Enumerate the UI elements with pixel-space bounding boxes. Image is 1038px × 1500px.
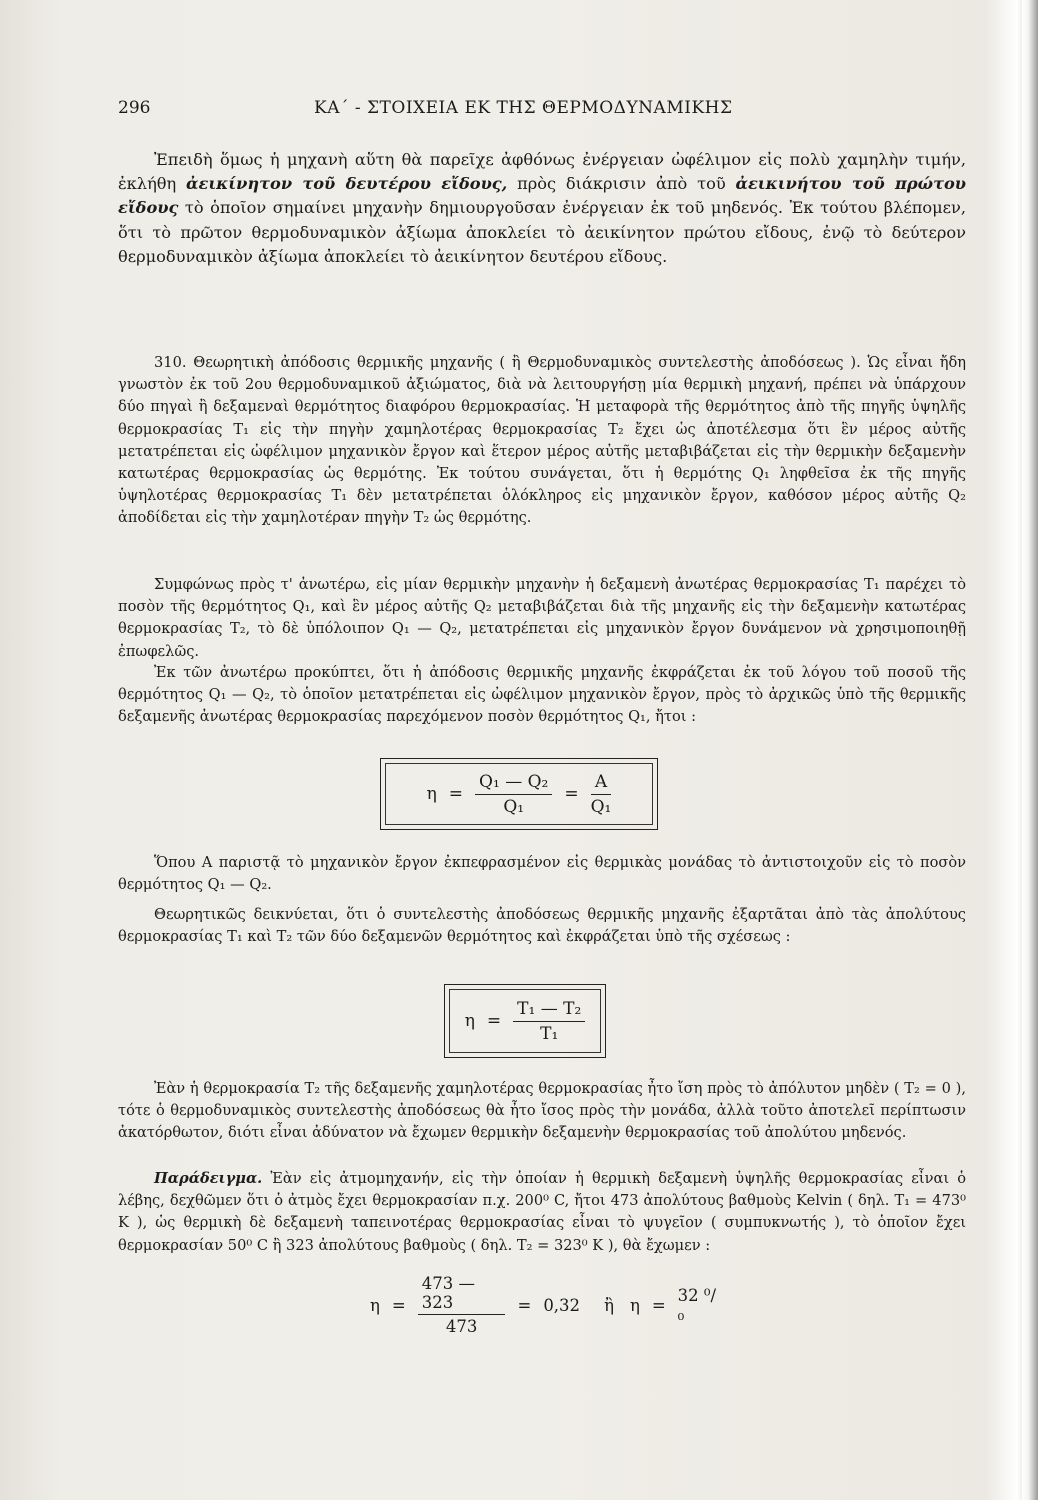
or-word: ἢ [604, 1295, 614, 1315]
fraction-heat-diff [475, 772, 552, 817]
fraction-work [591, 772, 612, 817]
equation [421, 772, 618, 817]
paragraph-absolute-zero: Ἐὰν ἡ θερμοκρασία T₂ τῆς δεξαμενῆς χαμηλοτέρας θερμοκρασίας ἦτο ἴση πρὸς τὸ ἀπόλυτον μηδὲν ( T₂ = 0 ), τότε ὁ θερμοδυναμικὸς συντελεστὴς ἀποδόσεως θὰ ἦτο ἴσος πρὸς τὴν μονάδα, ἀλλὰ τοῦτο ἀποτελεῖ περίπτωσιν ἀκατόρθωτον, διότι εἶναι ἀδύνατον νὰ ἔχωμεν θερμικὴν δεξαμενὴν θερμοκρασίας τοῦ ἀπολύτου μηδενός. [118, 1080, 966, 1142]
equals-sign: = [651, 1295, 666, 1315]
section-number: 310. [154, 354, 187, 371]
section-310 [118, 352, 966, 530]
text-run: πρὸς διάκρισιν ἀπὸ τοῦ [507, 174, 736, 194]
section-body: Ὡς εἶναι ἤδη γνωστὸν ἐκ τοῦ 2ου θερμοδυναμικοῦ ἀξιώματος, διὰ νὰ λειτουργήσῃ μία θερμικὴ μηχανή, πρέπει νὰ ὑπάρχουν δύο πηγαὶ ἢ δεξαμεναὶ θερμότητος διαφόρου θερμοκρασίας. Ἡ μεταφορὰ τῆς θερμότητος ἀπὸ τῆς πηγῆς ὑψηλῆς θερμοκρασίας T₁ εἰς τὴν πηγὴν χαμηλοτέρας θερμοκρασίας T₂ ἔχει ὡς ἀποτέλεσμα ὅτι ἓν μέρος αὐτῆς μετατρέπεται εἰς ὠφέλιμον μηχανικὸν ἔργον καὶ ἕτερον μέρος αὐτῆς μεταβιβάζεται εἰς τὴν θερμικὴν δεξαμενὴν κατωτέρας θερμοκρασίας ὡς θερμότης. Ἐκ τούτου συνάγεται, ὅτι ἡ θερμότης Q₁ ληφθεῖσα ἐκ τῆς πηγῆς ὑψηλοτέρας θερμοκρασίας T₁ δὲν μετατρέπεται ὁλόκληρος εἰς μηχανικὸν ἔργον, καθόσον μέρος αὐτῆς Q₂ ἀποδίδεται εἰς τὴν χαμηλοτέραν πηγὴν T₂ ὡς θερμότης. [118, 354, 966, 527]
equals-sign: = [486, 1011, 502, 1031]
equals-sign: = [564, 784, 579, 804]
paragraph-efficiency-ratio: Ἐκ τῶν ἀνωτέρω προκύπτει, ὅτι ἡ ἀπόδοσις θερμικῆς μηχανῆς ἐκφράζεται ἐκ τοῦ λόγου τοῦ ποσοῦ τῆς θερμότητος Q₁ — Q₂, τὸ ὁποῖον μετατρέπεται εἰς ὠφέλιμον μηχανικὸν ἔργον, πρὸς τὸ ἀρχικῶς ὑπὸ τῆς θερμικῆς δεξαμενῆς ἀνωτέρας θερμοκρασίας παρεχόμενον ποσὸν θερμότητος Q₁, ἤτοι : [118, 664, 966, 726]
equals-sign: = [448, 784, 464, 804]
eta-symbol: η [426, 784, 437, 804]
page-header [118, 92, 978, 128]
example-label: Παράδειγμα. [154, 1170, 263, 1187]
denominator: T₁ [540, 1023, 559, 1044]
eta-symbol: η [629, 1295, 640, 1315]
equation [459, 999, 592, 1044]
emphasis-second-kind: ἀεικίνητον τοῦ δευτέρου εἴδους, [186, 174, 508, 194]
text-run: Ἐπειδὴ ὅμως ἡ μηχανὴ αὕτη θὰ παρεῖχε ἀφθόνως ἐνέργειαν ὠφέλιμον εἰς πολὺ χαμηλὴν τιμήν, ἐκλήθη [118, 150, 966, 194]
example-body: Ἐὰν εἰς ἀτμομηχανήν, εἰς τὴν ὁποίαν ἡ θερμικὴ δεξαμενὴ ὑψηλῆς θερμοκρασίας εἶναι ὁ λέβης, δεχθῶμεν ὅτι ὁ ἀτμὸς ἔχει θερμοκρασίαν π.χ. 200⁰ C, ἤτοι 473 ἀπολύτους βαθμοὺς Kelvin ( δηλ. T₁ = 473⁰ K ), ὡς θερμικὴ δὲ δεξαμενὴ ταπεινοτέρας θερμοκρασίας εἶναι τὸ ψυγεῖον ( συμπυκνωτής ), τὸ ὁποῖον ἔχει θερμοκρασίαν 50⁰ C ἢ 323 ἀπολύτους βαθμοὺς ( δηλ. T₂ = 323⁰ K ), θὰ ἔχωμεν : [118, 1170, 966, 1254]
formula-efficiency-temp [444, 984, 606, 1058]
denominator: Q₁ [503, 796, 525, 817]
fraction-example [418, 1274, 506, 1336]
efficiency-value: 0,32 [543, 1295, 581, 1315]
equals-sign: = [391, 1295, 406, 1315]
numerator: 473 — 323 [418, 1274, 506, 1315]
paragraph-heat-transfer: Συμφώνως πρὸς τ' ἀνωτέρω, εἰς μίαν θερμικὴν μηχανὴν ἡ δεξαμενὴ ἀνωτέρας θερμοκρασίας T₁ παρέχει τὸ ποσὸν τῆς θερμότητος Q₁, καὶ ἓν μέρος αὐτῆς Q₂ μεταβιβάζεται διὰ τῆς μηχανῆς εἰς τὴν δεξαμενὴν κατωτέρας θερμοκρασίας T₂, τὸ δὲ ὑπόλοιπον Q₁ — Q₂, μετατρέπεται εἰς μηχανικὸν ἔργον δυνάμενον νὰ χρησιμοποιηθῇ ἐπωφελῶς. [118, 576, 966, 660]
paragraph-work-definition: Ὅπου A παριστᾷ τὸ μηχανικὸν ἔργον ἐκπεφρασμένον εἰς θερμικὰς μονάδας τὸ ἀντιστοιχοῦν εἰς τὸ ποσὸν θερμότητος Q₁ — Q₂. [118, 854, 966, 894]
numerator: A [591, 772, 611, 795]
eta-symbol: η [370, 1295, 380, 1315]
eta-symbol: η [464, 1011, 475, 1031]
page-edge [1022, 0, 1038, 1500]
page-number: 296 [118, 98, 151, 118]
emphasis-first-kind: ἀεικινήτου τοῦ πρώτου εἴδους [118, 174, 966, 218]
efficiency-percent: 32 ⁰/₀ [677, 1286, 717, 1324]
section-title: Θεωρητικὴ ἀπόδοσις θερμικῆς μηχανῆς ( ἢ Θερμοδυναμικὸς συντελεστὴς ἀποδόσεως ). [193, 354, 861, 371]
equals-sign: = [517, 1295, 532, 1315]
denominator: Q₁ [590, 796, 612, 817]
paragraph-example [118, 1168, 966, 1257]
formula-efficiency-heat [380, 758, 658, 830]
paragraph-temperature-dependence: Θεωρητικῶς δεικνύεται, ὅτι ὁ συντελεστὴς ἀποδόσεως θερμικῆς μηχανῆς ἐξαρτᾶται ἀπὸ τὰς ἀπολύτους θερμοκρασίας T₁ καὶ T₂ τῶν δύο δεξαμενῶν θερμότητος καὶ ἐκφράζεται ὑπὸ τῆς σχέσεως : [118, 906, 966, 946]
fraction-temp-diff [513, 999, 585, 1044]
numerator: Q₁ — Q₂ [475, 772, 552, 795]
text-run: τὸ ὁποῖον σημαίνει μηχανὴν δημιουργοῦσαν ἐνέργειαν ἐκ τοῦ μηδενός. Ἐκ τούτου βλέπομεν, ὅτι τὸ πρῶτον θερμοδυναμικὸν ἀξίωμα ἀποκλείει τὸ ἀεικίνητον πρώτου εἴδους, ἐνῷ τὸ δεύτερον θερμοδυναμικὸν ἀξίωμα ἀποκλείει τὸ ἀεικίνητον δευτέρου εἴδους. [118, 198, 966, 266]
paragraph-perpetual-motion [118, 148, 966, 269]
formula-example-result [364, 1270, 724, 1340]
numerator: T₁ — T₂ [513, 999, 585, 1022]
denominator: 473 [445, 1317, 478, 1336]
running-title: ΚΑ΄ - ΣΤΟΙΧΕΙΑ ΕΚ ΤΗΣ ΘΕΡΜΟΔΥΝΑΜΙΚΗΣ [314, 98, 733, 118]
